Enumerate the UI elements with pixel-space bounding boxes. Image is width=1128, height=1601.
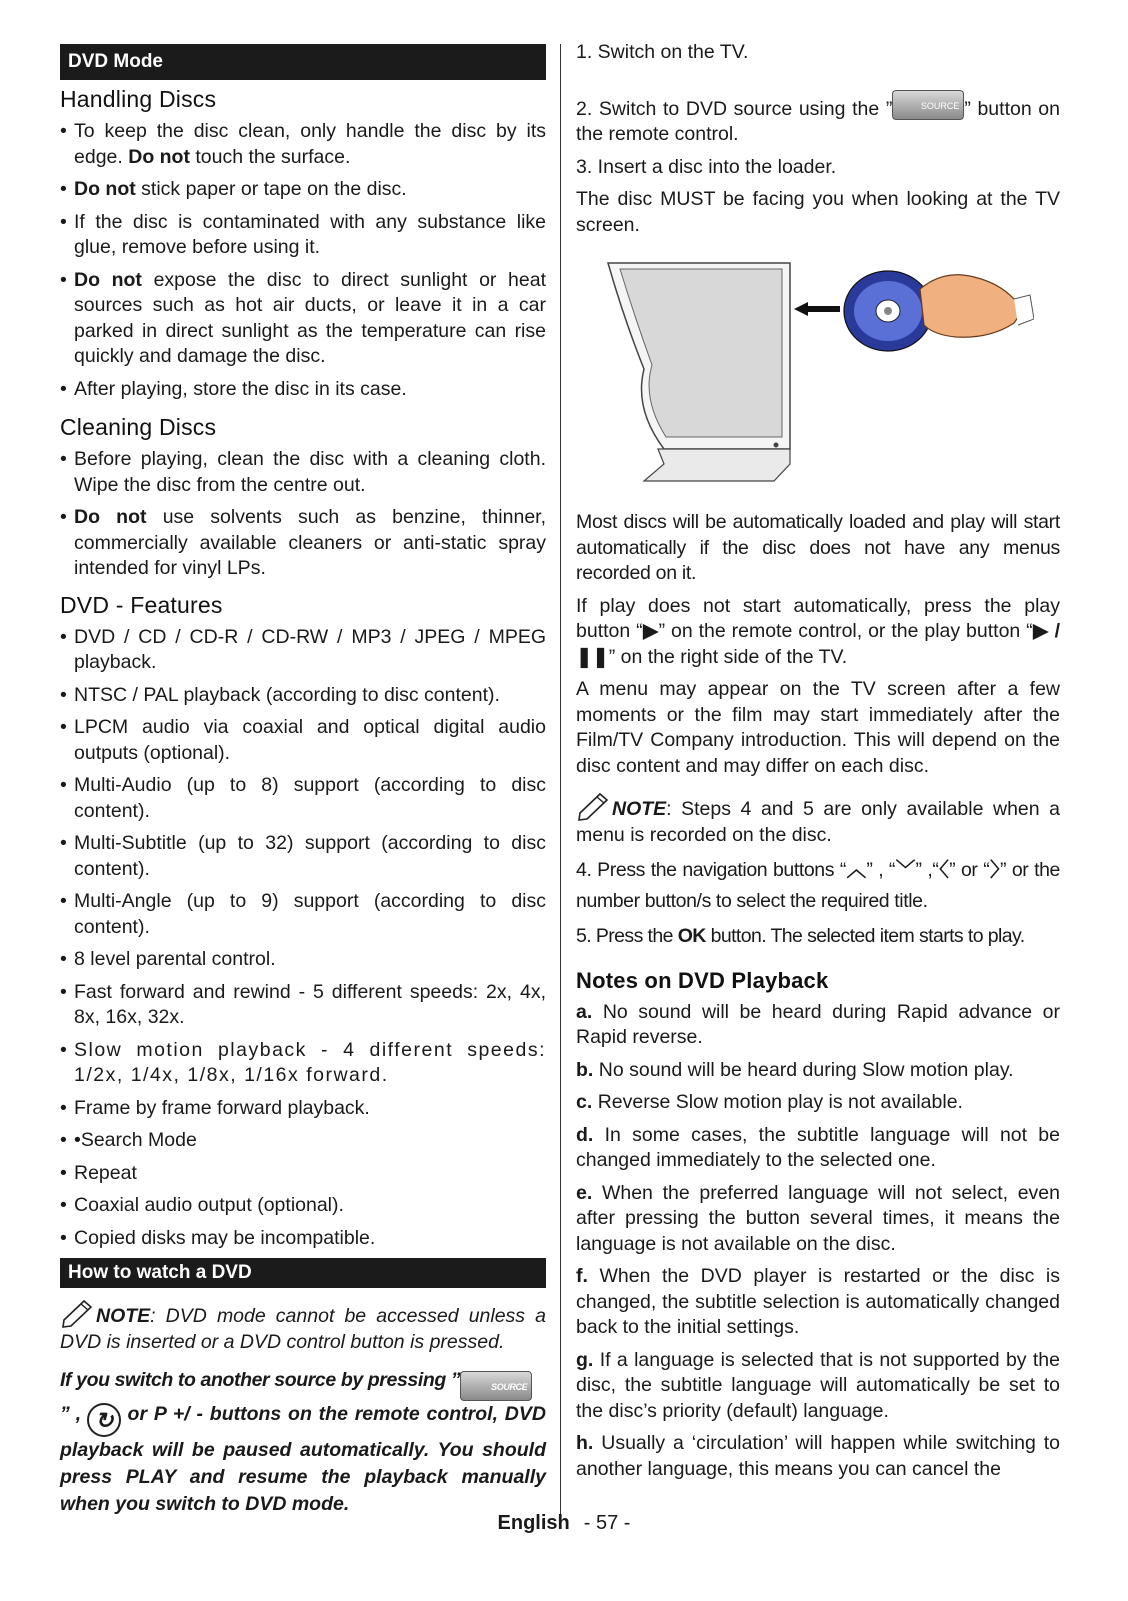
play-paragraph: If play does not start automatically, press the play button “▶” on the remote control, or the play button “▶ / ❚❚” on the right side of the TV. bbox=[576, 594, 1060, 668]
note-dvd-mode: NOTE: DVD mode cannot be accessed unless a DVD is inserted or a DVD control button is pressed. bbox=[60, 1298, 546, 1355]
list-item: • Before playing, clean the disc with a cleaning cloth. Wipe the disc from the centre out. bbox=[60, 447, 546, 498]
list-item: • Frame by frame forward playback. bbox=[60, 1096, 546, 1122]
cleaning-discs-list bbox=[60, 447, 546, 582]
notes-on-playback-title: Notes on DVD Playback bbox=[576, 967, 829, 993]
list-item: • To keep the disc clean, only handle the disc by its edge. Do not touch the surface. bbox=[60, 119, 546, 170]
list-item: • Coaxial audio output (optional). bbox=[60, 1193, 546, 1219]
footer-language: English bbox=[497, 1512, 570, 1534]
list-item: • Do not expose the disc to direct sunlight or heat sources such as hot air ducts, or leave it in a car parked in direct sunlight as the temperature can rise quickly and damage the disc. bbox=[60, 268, 546, 370]
list-item: • NTSC / PAL playback (according to disc content). bbox=[60, 683, 546, 709]
play-icon: ▶ bbox=[642, 620, 659, 642]
note-item: h. Usually a ‘circulation’ will happen while switching to another language, this means you can cancel the bbox=[576, 1432, 1060, 1480]
list-item: • Do not stick paper or tape on the disc. bbox=[60, 177, 546, 203]
column-divider bbox=[560, 44, 561, 1518]
page-number: - 57 - bbox=[583, 1512, 631, 1534]
note-item: e. When the preferred language will not select, even after pressing the button several times, it means the language is not available on the disc. bbox=[576, 1181, 1060, 1255]
tv-dvd-cycle-icon: ↻ bbox=[87, 1403, 121, 1437]
how-to-watch-header: How to watch a DVD bbox=[60, 1258, 546, 1288]
switch-source-note: If you switch to another source by pressing ” SOURCE ” , ↻ or P +/ - buttons on the remote control, DVD playback will be paused automatically. You should press PLAY and resume the playback manually when you switch to DVD mode. bbox=[60, 1369, 546, 1515]
list-item: • DVD / CD / CD-R / CD-RW / MP3 / JPEG / MPEG playback. bbox=[60, 625, 546, 676]
dvd-features-title: DVD - Features bbox=[60, 591, 223, 618]
right-column bbox=[576, 40, 1060, 1489]
list-item: • After playing, store the disc in its case. bbox=[60, 377, 546, 403]
disc-facing-note: The disc MUST be facing you when looking at the TV screen. bbox=[576, 188, 1060, 236]
note-item: b. No sound will be heard during Slow motion play. bbox=[576, 1058, 1014, 1081]
handling-discs-list bbox=[60, 119, 546, 402]
step-1: 1. Switch on the TV. bbox=[576, 41, 749, 63]
menu-paragraph: A menu may appear on the TV screen after a few moments or the film may start immediately after the Film/TV Company introduction. This will depend on the disc content and may differ on each disc. bbox=[576, 678, 1060, 777]
list-item: • Fast forward and rewind - 5 different speeds: 2x, 4x, 8x, 16x, 32x. bbox=[60, 980, 546, 1031]
list-item: • •Search Mode bbox=[60, 1128, 546, 1154]
chevron-down-icon: ﹀ bbox=[895, 859, 916, 881]
page-footer bbox=[0, 1512, 1128, 1535]
source-button-icon: SOURCE bbox=[892, 90, 964, 120]
handling-discs-title: Handling Discs bbox=[60, 86, 217, 112]
auto-load-paragraph: Most discs will be automatically loaded and play will start automatically if the disc does not have any menus recorded on it. bbox=[576, 511, 1060, 584]
note-item: c. Reverse Slow motion play is not available. bbox=[576, 1091, 963, 1113]
playback-notes-list bbox=[576, 1000, 1060, 1483]
note-item: a. No sound will be heard during Rapid advance or Rapid reverse. bbox=[576, 1000, 1061, 1048]
note-steps: NOTE: Steps 4 and 5 are only available when a menu is recorded on the disc. bbox=[576, 791, 1060, 848]
dvd-mode-header: DVD Mode bbox=[60, 44, 546, 80]
note-item: g. If a language is selected that is not supported by the disc, the subtitle language will automatically be set to the disc’s priority (default) language. bbox=[576, 1348, 1061, 1422]
left-column bbox=[60, 44, 546, 1525]
source-button-icon: SOURCE bbox=[460, 1371, 532, 1401]
play-pause-icon: ▶ / ❚❚ bbox=[576, 620, 1060, 668]
list-item: • Do not use solvents such as benzine, thinner, commercially available cleaners or anti-static spray intended for vinyl LPs. bbox=[60, 505, 546, 582]
cleaning-discs-title: Cleaning Discs bbox=[60, 414, 217, 440]
chevron-left-icon: 〈 bbox=[938, 859, 950, 881]
step-4: 4. Press the navigation buttons “︿” , “﹀” ,“〈” or “〉” or the number button/s to select the required title. bbox=[576, 859, 1060, 912]
list-item: • Slow motion playback - 4 different speeds: 1/2x, 1/4x, 1/8x, 1/16x forward. bbox=[60, 1038, 546, 1089]
chevron-up-icon: ︿ bbox=[845, 859, 867, 881]
pencil-note-icon bbox=[576, 791, 612, 821]
note-item: f. When the DVD player is restarted or the disc is changed, the subtitle selection is automatically changed back to the initial settings. bbox=[576, 1265, 1060, 1338]
step-5: 5. Press the OK button. The selected item starts to play. bbox=[576, 925, 1025, 947]
list-item: • Multi-Angle (up to 9) support (according to disc content). bbox=[60, 889, 546, 940]
step-2: 2. Switch to DVD source using the ” SOURCE ” button on the remote control. bbox=[576, 90, 1060, 148]
list-item: • LPCM audio via coaxial and optical digital audio outputs (optional). bbox=[60, 715, 546, 766]
note-item: d. In some cases, the subtitle language will not be changed immediately to the selected one. bbox=[576, 1123, 1060, 1171]
list-item: • Copied disks may be incompatible. bbox=[60, 1226, 546, 1252]
pencil-note-icon bbox=[60, 1298, 96, 1328]
disc-insert-illustration bbox=[604, 259, 1034, 495]
dvd-features-list bbox=[60, 625, 546, 1252]
list-item: • Repeat bbox=[60, 1161, 546, 1187]
chevron-right-icon: 〉 bbox=[989, 859, 1001, 881]
list-item: • Multi-Audio (up to 8) support (according to disc content). bbox=[60, 773, 546, 824]
list-item: • Multi-Subtitle (up to 32) support (according to disc content). bbox=[60, 831, 546, 882]
list-item: • 8 level parental control. bbox=[60, 947, 546, 973]
list-item: • If the disc is contaminated with any substance like glue, remove before using it. bbox=[60, 210, 546, 261]
step-3: 3. Insert a disc into the loader. bbox=[576, 155, 837, 178]
